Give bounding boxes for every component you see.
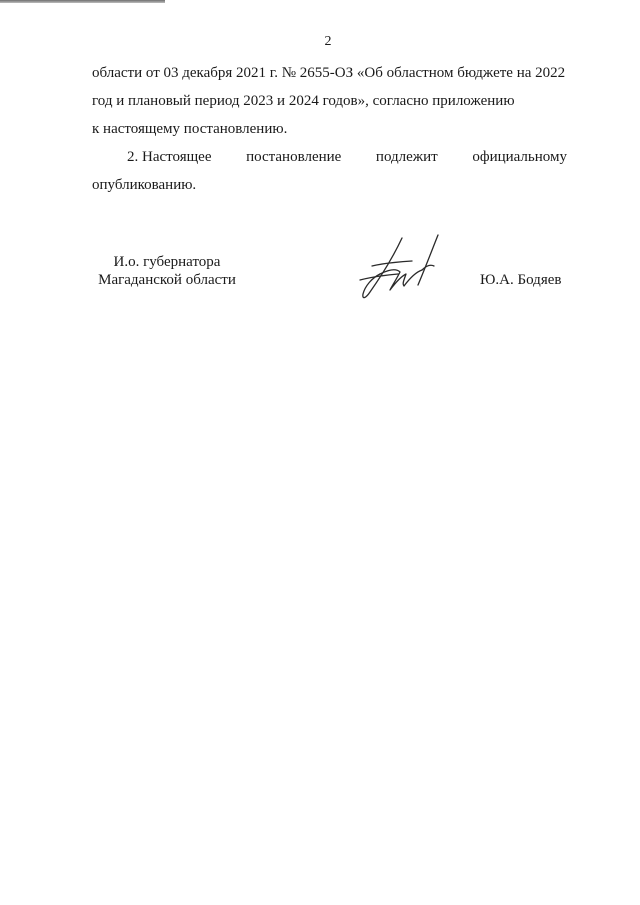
handwritten-signature: [352, 230, 452, 305]
signatory-position: [92, 253, 242, 289]
paragraph2-line1: [127, 148, 567, 166]
paragraph1-line2: год и плановый период 2023 и 2024 годов», согласно приложению: [92, 93, 515, 109]
paragraph1-line1: области от 03 декабря 2021 г. № 2655-ОЗ «Об областном бюджете на 2022: [92, 65, 566, 81]
paragraph2-word-3: подлежит: [375, 149, 438, 165]
signatory-position-line2: Магаданской области: [98, 272, 236, 288]
page-number: 2: [324, 34, 332, 49]
paragraph2-line2: опубликованию.: [92, 177, 197, 193]
scan-edge-mark: [0, 0, 165, 3]
paragraph2-word-2: постановление: [246, 149, 342, 165]
paragraph2-word-1: 2. Настоящее: [127, 149, 212, 165]
signatory-name: Ю.А. Бодяев: [480, 272, 562, 288]
paragraph1-line3: к настоящему постановлению.: [92, 121, 288, 137]
paragraph2-word-4: официальному: [472, 149, 567, 165]
signatory-position-line1: И.о. губернатора: [113, 254, 221, 270]
